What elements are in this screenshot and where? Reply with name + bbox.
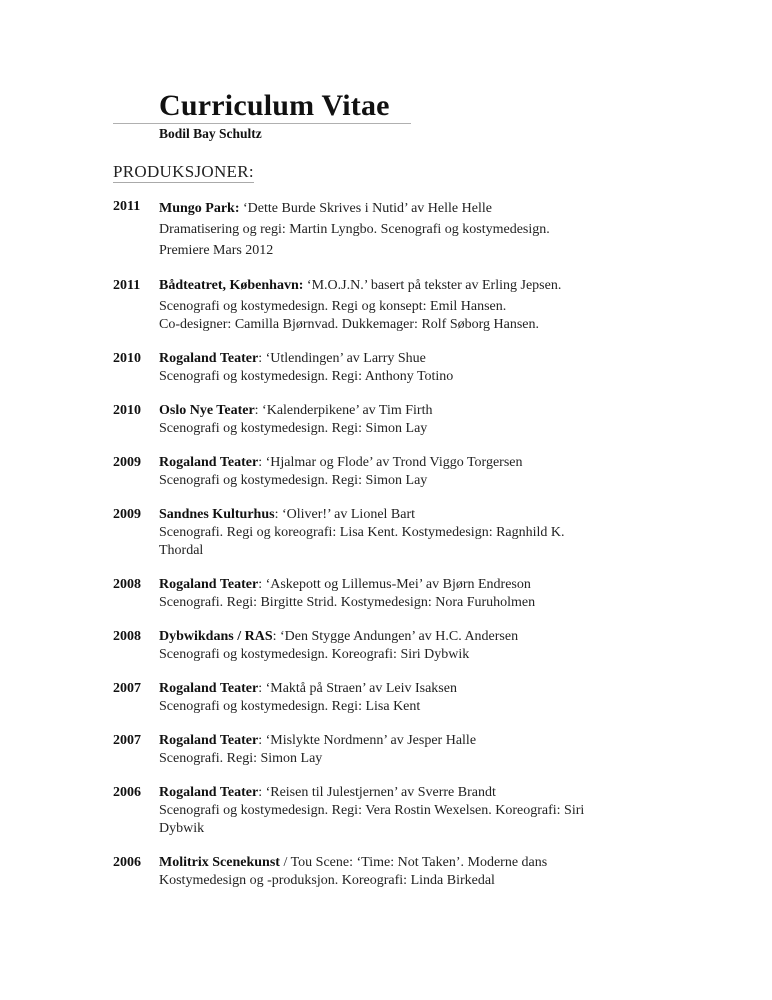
production-year: 2010 [113,403,141,418]
production-venue: Bådteatret, København: [159,278,304,293]
document-title: Curriculum Vitae [113,90,411,124]
production-entry [113,402,653,438]
production-body [159,454,653,490]
production-body [159,506,653,560]
production-headline [159,855,547,870]
production-details-line: Scenografi. Regi: Birgitte Strid. Kostymedesign: Nora Furuholmen [159,595,536,610]
production-entry [113,784,653,838]
production-details-line: Premiere Mars 2012 [159,243,274,258]
production-work: : ‘Utlendingen’ av Larry Shue [258,351,426,366]
production-entry [113,680,653,716]
production-details-line: Scenografi og kostymedesign. Regi: Simon Lay [159,421,428,436]
production-work: ‘Dette Burde Skrives i Nutid’ av Helle Helle [239,201,492,216]
production-work: : ‘Hjalmar og Flode’ av Trond Viggo Torgersen [258,455,523,470]
production-venue: Rogaland Teater [159,577,259,592]
production-venue: Sandnes Kulturhus [159,507,275,522]
production-details-line: Scenografi. Regi: Simon Lay [159,751,323,766]
production-headline [159,277,653,295]
production-year: 2008 [113,629,141,644]
production-entry [113,350,653,386]
production-year: 2010 [113,351,141,366]
production-work: : ‘Mislykte Nordmenn’ av Jesper Halle [258,733,477,748]
production-body [159,680,653,716]
production-work: : ‘Kalenderpikene’ av Tim Firth [254,403,433,418]
production-year: 2009 [113,507,141,522]
production-year: 2009 [113,455,141,470]
production-details-line: Scenografi og kostymedesign. Regi: Vera Rostin Wexelsen. Koreografi: Siri Dybwik [159,803,585,836]
production-year: 2006 [113,785,141,800]
production-work: : ‘Reisen til Julestjernen’ av Sverre Brandt [258,785,496,800]
production-entry [113,732,653,768]
production-entry [113,628,653,664]
production-headline [159,629,518,644]
production-venue: Rogaland Teater [159,455,259,470]
production-headline [159,403,432,418]
person-name: Bodil Bay Schultz [159,126,262,141]
production-entry [113,198,653,261]
production-work: : ‘Maktå på Straen’ av Leiv Isaksen [258,681,457,696]
production-details-line: Scenografi og kostymedesign. Regi: Simon Lay [159,473,428,488]
production-venue: Mungo Park: [159,201,240,216]
production-venue: Dybwikdans / RAS [159,629,273,644]
production-venue: Molitrix Scenekunst [159,855,280,870]
production-year: 2007 [113,733,141,748]
production-work: : ‘Den Stygge Andungen’ av H.C. Andersen [272,629,519,644]
production-details-line: Scenografi og kostymedesign. Regi og konsept: Emil Hansen. [159,299,507,314]
production-work: / Tou Scene: ‘Time: Not Taken’. Moderne dans [279,855,548,870]
production-body [159,576,653,612]
production-venue: Oslo Nye Teater [159,403,255,418]
production-details-line: Co-designer: Camilla Bjørnvad. Dukkemager: Rolf Søborg Hansen. [159,317,540,332]
production-year: 2006 [113,855,141,870]
production-entry [113,277,653,334]
production-body [159,784,653,838]
production-year: 2008 [113,577,141,592]
production-headline [159,681,457,696]
production-entry [113,454,653,490]
productions-list [113,198,653,906]
title-block [113,90,411,142]
production-venue: Rogaland Teater [159,733,259,748]
section-heading-productions: PRODUKSJONER: [113,162,254,181]
production-year: 2007 [113,681,141,696]
production-entry [113,506,653,560]
production-body [159,402,653,438]
production-details-line: Dramatisering og regi: Martin Lyngbo. Scenografi og kostymedesign. [159,222,550,237]
production-venue: Rogaland Teater [159,351,259,366]
production-venue: Rogaland Teater [159,681,259,696]
production-work: : ‘Askepott og Lillemus-Mei’ av Bjørn Endreson [258,577,531,592]
production-venue: Rogaland Teater [159,785,259,800]
production-work: ‘M.O.J.N.’ basert på tekster av Erling Jepsen. [303,278,562,293]
production-headline [159,455,522,470]
production-details-line: Scenografi og kostymedesign. Koreografi: Siri Dybwik [159,647,470,662]
production-details-line: Scenografi. Regi og koreografi: Lisa Kent. Kostymedesign: Ragnhild K. Thordal [159,525,565,558]
production-entry [113,854,653,890]
production-headline [159,198,653,219]
production-body [159,198,653,261]
production-details-line: Scenografi og kostymedesign. Regi: Lisa Kent [159,699,421,714]
production-entry [113,576,653,612]
production-body [159,854,653,890]
production-body [159,350,653,386]
production-details-line: Scenografi og kostymedesign. Regi: Anthony Totino [159,369,454,384]
production-headline [159,351,426,366]
production-headline [159,577,531,592]
production-year: 2011 [113,199,141,214]
production-body [159,732,653,768]
production-year: 2011 [113,278,141,293]
production-body [159,628,653,664]
production-headline [159,507,415,522]
production-headline [159,733,476,748]
production-work: : ‘Oliver!’ av Lionel Bart [274,507,416,522]
production-body [159,277,653,334]
production-details-line: Kostymedesign og -produksjon. Koreografi: Linda Birkedal [159,873,495,888]
production-headline [159,785,496,800]
